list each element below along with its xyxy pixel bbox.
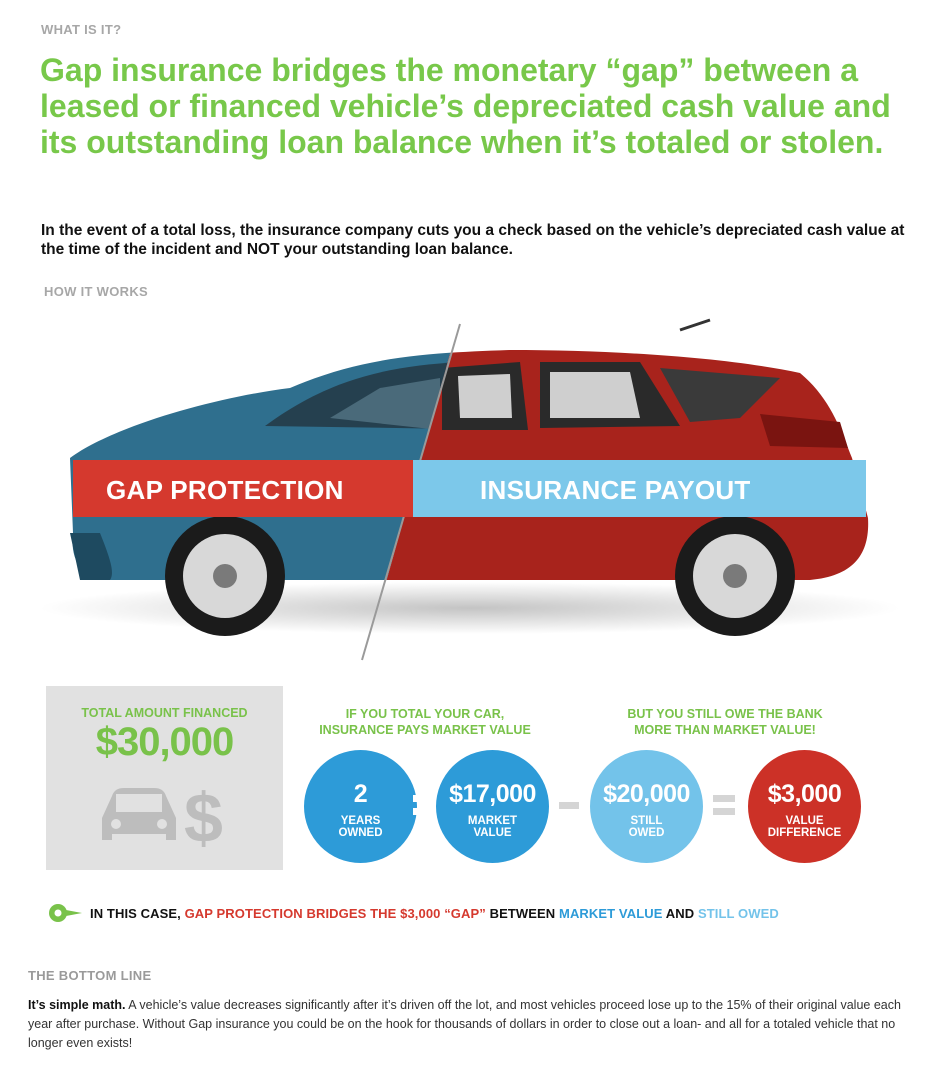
case-gap-text: GAP PROTECTION BRIDGES THE $3,000 “GAP” <box>184 906 486 921</box>
financed-label: TOTAL AMOUNT FINANCED <box>81 706 248 720</box>
case-still-owed: STILL OWED <box>697 906 779 921</box>
front-wheel <box>165 516 285 636</box>
case-summary <box>90 906 779 921</box>
bottom-line-text <box>28 996 908 1053</box>
market-value-circle <box>436 750 549 863</box>
case-between: BETWEEN <box>489 906 556 921</box>
years-owned-label-2: OWNED <box>338 827 383 839</box>
section-label-bottom-line: THE BOTTOM LINE <box>28 968 152 983</box>
minus-sign <box>559 802 579 809</box>
bottom-line-bold: It’s simple math. <box>28 998 126 1012</box>
financed-amount: $30,000 <box>95 720 234 764</box>
gap-protection-label: GAP PROTECTION <box>106 475 344 505</box>
still-owed-label-1: STILL <box>630 815 663 827</box>
still-owed-label-2: OWED <box>628 827 665 839</box>
intro-text: In the event of a total loss, the insurance company cuts you a check based on the vehicle’s depreciated cash value at the time of the incident and NOT your outstanding loan balance. <box>41 222 905 258</box>
case-and: AND <box>665 906 695 921</box>
bottom-line-body: A vehicle’s value decreases significantly after it’s driven off the lot, and most vehicles proceed lose up to the 15% of their original value each year after purchase. Without Gap insurance you could be on the hook for thousands of dollars in order to close out a loan- and all for a totaled vehicle that no longer even exists! <box>28 998 901 1050</box>
headline: Gap insurance bridges the monetary “gap” between a leased or financed vehicle’s depreciated cash value and its outstanding loan balance when it’s totaled or stolen. <box>40 52 891 160</box>
section-label-how: HOW IT WORKS <box>44 284 148 299</box>
market-value-amount: $17,000 <box>449 780 536 808</box>
case-prefix: IN THIS CASE, <box>90 906 181 921</box>
green-key-icon <box>48 903 84 928</box>
still-owe-header <box>590 706 860 738</box>
value-difference-amount: $3,000 <box>767 780 842 808</box>
car-dollar-icon <box>96 778 226 855</box>
still-owe-header-line1: BUT YOU STILL OWE THE BANK <box>627 707 823 721</box>
total-car-header-line1: IF YOU TOTAL YOUR CAR, <box>345 707 505 721</box>
market-value-label-1: MARKET <box>467 815 518 827</box>
value-difference-circle <box>748 750 861 863</box>
rear-wheel <box>675 516 795 636</box>
total-car-header <box>300 706 550 738</box>
years-owned-circle <box>304 750 417 863</box>
value-difference-label-2: DIFFERENCE <box>767 827 842 839</box>
still-owe-header-line2: MORE THAN MARKET VALUE! <box>634 723 816 737</box>
insurance-payout-label: INSURANCE PAYOUT <box>480 475 751 505</box>
total-car-header-line2: INSURANCE PAYS MARKET VALUE <box>319 723 531 737</box>
market-value-label-2: VALUE <box>473 827 512 839</box>
still-owed-circle <box>590 750 703 863</box>
case-market-value: MARKET VALUE <box>559 906 663 921</box>
years-owned-value: 2 <box>353 780 368 808</box>
years-owned-label-1: YEARS <box>340 815 381 827</box>
value-difference-label-1: VALUE <box>785 815 824 827</box>
still-owed-amount: $20,000 <box>603 780 690 808</box>
svg-text:$: $ <box>184 779 223 850</box>
section-label-what: WHAT IS IT? <box>41 22 122 37</box>
